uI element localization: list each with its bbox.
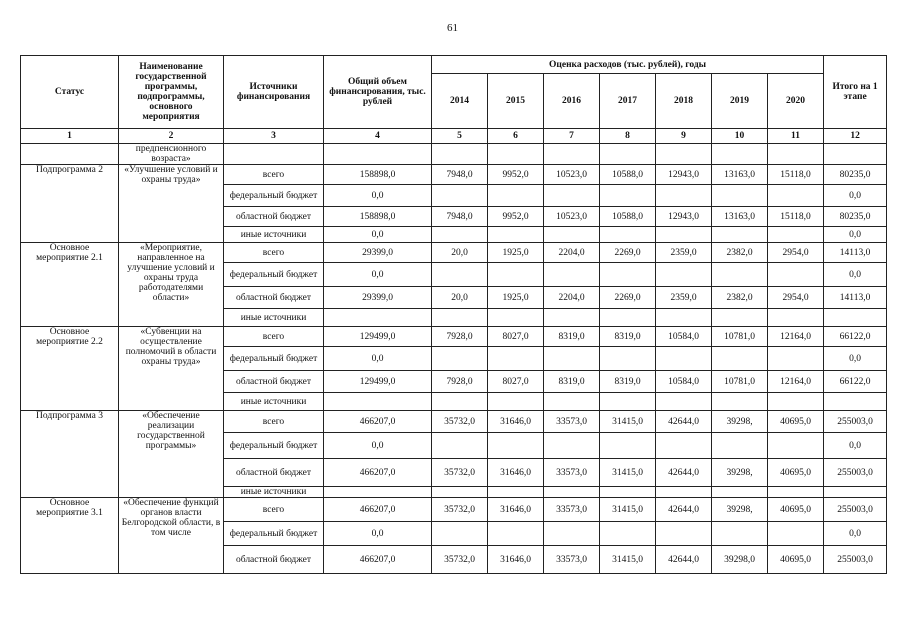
index-cell: 10	[712, 129, 768, 144]
index-cell: 7	[544, 129, 600, 144]
year-value-cell: 13163,0	[712, 207, 768, 227]
year-value-cell	[432, 347, 488, 371]
total-cell: 0,0	[324, 227, 432, 243]
year-value-cell	[712, 347, 768, 371]
year-value-cell: 20,0	[432, 243, 488, 263]
index-cell: 9	[656, 129, 712, 144]
source-cell: областной бюджет	[224, 546, 324, 574]
stage-total-cell: 14113,0	[824, 243, 887, 263]
year-value-cell	[600, 227, 656, 243]
stage-total-cell: 255003,0	[824, 411, 887, 433]
status-cell: Подпрограмма 2	[21, 165, 119, 243]
measure-name-cell: «Обеспечение реализации государственной программы»	[119, 411, 224, 498]
year-value-cell	[432, 263, 488, 287]
year-value-cell	[432, 487, 488, 498]
year-value-cell: 39298,0	[712, 546, 768, 574]
year-value-cell	[712, 309, 768, 327]
stage-total-cell: 255003,0	[824, 498, 887, 522]
year-value-cell: 15118,0	[768, 207, 824, 227]
total-cell	[324, 393, 432, 411]
stage-total-cell: 0,0	[824, 522, 887, 546]
stage-total-cell: 0,0	[824, 347, 887, 371]
year-value-cell: 12943,0	[656, 207, 712, 227]
year-value-cell: 1925,0	[488, 287, 544, 309]
stage-total-cell: 80235,0	[824, 165, 887, 185]
stage-total-cell: 14113,0	[824, 287, 887, 309]
year-value-cell: 8027,0	[488, 371, 544, 393]
year-value-cell	[488, 263, 544, 287]
year-value-cell: 42644,0	[656, 546, 712, 574]
year-value-cell	[544, 393, 600, 411]
year-value-cell: 12943,0	[656, 165, 712, 185]
source-cell: областной бюджет	[224, 371, 324, 393]
year-value-cell: 31646,0	[488, 546, 544, 574]
continuation-text: предпенсионного возраста»	[119, 144, 224, 165]
measure-name-cell: «Мероприятие, направленное на улучшение условий и охраны труда работодателями области»	[119, 243, 224, 327]
stage-total-cell	[824, 309, 887, 327]
page-number: 61	[447, 22, 458, 34]
index-cell: 1	[21, 129, 119, 144]
header-year: 2017	[600, 74, 656, 129]
year-value-cell: 8319,0	[600, 327, 656, 347]
header-status: Статус	[21, 56, 119, 129]
year-value-cell	[432, 227, 488, 243]
year-value-cell: 42644,0	[656, 498, 712, 522]
total-cell: 466207,0	[324, 498, 432, 522]
year-value-cell: 12164,0	[768, 371, 824, 393]
year-value-cell: 40695,0	[768, 459, 824, 487]
year-value-cell: 42644,0	[656, 459, 712, 487]
year-value-cell	[656, 347, 712, 371]
year-value-cell: 10588,0	[600, 207, 656, 227]
year-value-cell	[488, 522, 544, 546]
status-cell: Основное мероприятие 2.2	[21, 327, 119, 411]
year-value-cell	[488, 309, 544, 327]
year-value-cell: 35732,0	[432, 498, 488, 522]
year-value-cell: 33573,0	[544, 498, 600, 522]
source-cell: областной бюджет	[224, 287, 324, 309]
year-value-cell	[544, 227, 600, 243]
year-value-cell: 31415,0	[600, 411, 656, 433]
stage-total-cell: 255003,0	[824, 546, 887, 574]
year-value-cell	[712, 522, 768, 546]
status-cell: Основное мероприятие 3.1	[21, 498, 119, 574]
year-value-cell: 33573,0	[544, 411, 600, 433]
year-value-cell: 31415,0	[600, 498, 656, 522]
source-cell: федеральный бюджет	[224, 347, 324, 371]
year-value-cell	[656, 487, 712, 498]
status-cell: Основное мероприятие 2.1	[21, 243, 119, 327]
year-value-cell	[600, 263, 656, 287]
source-cell: всего	[224, 498, 324, 522]
total-cell: 0,0	[324, 347, 432, 371]
year-value-cell	[544, 433, 600, 459]
total-cell: 29399,0	[324, 287, 432, 309]
index-cell: 3	[224, 129, 324, 144]
index-cell: 2	[119, 129, 224, 144]
year-value-cell: 39298,	[712, 459, 768, 487]
year-value-cell: 39298,	[712, 498, 768, 522]
year-value-cell	[656, 185, 712, 207]
header-year: 2019	[712, 74, 768, 129]
year-value-cell	[544, 309, 600, 327]
year-value-cell: 33573,0	[544, 546, 600, 574]
year-value-cell	[712, 487, 768, 498]
header-year: 2014	[432, 74, 488, 129]
year-value-cell	[488, 487, 544, 498]
stage-total-cell: 0,0	[824, 263, 887, 287]
column-index-row	[21, 129, 887, 144]
header-year: 2015	[488, 74, 544, 129]
year-value-cell	[544, 487, 600, 498]
year-value-cell	[544, 263, 600, 287]
year-value-cell	[768, 487, 824, 498]
year-value-cell	[768, 393, 824, 411]
year-value-cell: 10781,0	[712, 327, 768, 347]
year-value-cell: 42644,0	[656, 411, 712, 433]
source-cell: иные источники	[224, 227, 324, 243]
total-cell	[324, 309, 432, 327]
year-value-cell	[768, 433, 824, 459]
index-cell: 8	[600, 129, 656, 144]
year-value-cell	[656, 433, 712, 459]
year-value-cell: 7948,0	[432, 207, 488, 227]
measure-name-cell: «Обеспечение функций органов власти Белгородской области, в том числе	[119, 498, 224, 574]
year-value-cell	[544, 347, 600, 371]
year-value-cell: 10584,0	[656, 371, 712, 393]
year-value-cell: 8319,0	[600, 371, 656, 393]
year-value-cell	[656, 522, 712, 546]
year-value-cell: 2954,0	[768, 243, 824, 263]
year-value-cell	[768, 309, 824, 327]
year-value-cell: 33573,0	[544, 459, 600, 487]
year-value-cell	[768, 347, 824, 371]
year-value-cell: 9952,0	[488, 207, 544, 227]
year-value-cell: 10523,0	[544, 207, 600, 227]
year-value-cell	[600, 433, 656, 459]
year-value-cell: 31415,0	[600, 459, 656, 487]
year-value-cell: 20,0	[432, 287, 488, 309]
year-value-cell	[656, 309, 712, 327]
index-cell: 11	[768, 129, 824, 144]
year-value-cell: 7948,0	[432, 165, 488, 185]
year-value-cell: 2204,0	[544, 287, 600, 309]
source-cell: всего	[224, 243, 324, 263]
year-value-cell: 40695,0	[768, 498, 824, 522]
year-value-cell	[712, 393, 768, 411]
year-value-cell	[656, 263, 712, 287]
table-row	[21, 498, 887, 522]
year-value-cell: 7928,0	[432, 371, 488, 393]
year-value-cell	[712, 227, 768, 243]
stage-total-cell	[824, 487, 887, 498]
year-value-cell	[656, 227, 712, 243]
index-cell: 6	[488, 129, 544, 144]
source-cell: федеральный бюджет	[224, 522, 324, 546]
year-value-cell: 2359,0	[656, 287, 712, 309]
table-row	[21, 165, 887, 185]
source-cell: всего	[224, 165, 324, 185]
year-value-cell: 8319,0	[544, 327, 600, 347]
year-value-cell: 10523,0	[544, 165, 600, 185]
year-value-cell	[712, 263, 768, 287]
year-value-cell	[544, 185, 600, 207]
total-cell: 466207,0	[324, 546, 432, 574]
header-name: Наименование государственной программы, подпрограммы, основного мероприятия	[119, 56, 224, 129]
index-cell: 12	[824, 129, 887, 144]
stage-total-cell: 80235,0	[824, 207, 887, 227]
year-value-cell	[488, 393, 544, 411]
year-value-cell: 8319,0	[544, 371, 600, 393]
year-value-cell	[712, 185, 768, 207]
status-cell: Подпрограмма 3	[21, 411, 119, 498]
stage-total-cell: 0,0	[824, 185, 887, 207]
source-cell: федеральный бюджет	[224, 433, 324, 459]
year-value-cell: 10588,0	[600, 165, 656, 185]
stage-total-cell: 66122,0	[824, 327, 887, 347]
total-cell: 0,0	[324, 263, 432, 287]
year-value-cell: 2382,0	[712, 243, 768, 263]
year-value-cell: 8027,0	[488, 327, 544, 347]
source-cell: федеральный бюджет	[224, 185, 324, 207]
year-value-cell: 31646,0	[488, 498, 544, 522]
year-value-cell: 39298,	[712, 411, 768, 433]
year-value-cell	[488, 185, 544, 207]
year-value-cell	[600, 309, 656, 327]
year-value-cell: 12164,0	[768, 327, 824, 347]
total-cell: 0,0	[324, 185, 432, 207]
continuation-row	[21, 144, 887, 165]
header-year: 2016	[544, 74, 600, 129]
year-value-cell	[768, 522, 824, 546]
stage-total-cell	[824, 393, 887, 411]
table-row	[21, 411, 887, 433]
index-cell: 5	[432, 129, 488, 144]
total-cell: 158898,0	[324, 207, 432, 227]
stage-total-cell: 0,0	[824, 433, 887, 459]
table-row	[21, 243, 887, 263]
year-value-cell	[432, 433, 488, 459]
year-value-cell: 1925,0	[488, 243, 544, 263]
source-cell: всего	[224, 327, 324, 347]
header-stage-total: Итого на 1 этапе	[824, 56, 887, 129]
table-row	[21, 327, 887, 347]
year-value-cell	[488, 347, 544, 371]
year-value-cell	[656, 393, 712, 411]
year-value-cell	[432, 393, 488, 411]
year-value-cell: 13163,0	[712, 165, 768, 185]
source-cell: областной бюджет	[224, 207, 324, 227]
source-cell: иные источники	[224, 309, 324, 327]
source-cell: федеральный бюджет	[224, 263, 324, 287]
measure-name-cell: «Улучшение условий и охраны труда»	[119, 165, 224, 243]
year-value-cell	[600, 185, 656, 207]
header-total: Общий объем финансирования, тыс. рублей	[324, 56, 432, 129]
total-cell: 29399,0	[324, 243, 432, 263]
year-value-cell: 10781,0	[712, 371, 768, 393]
year-value-cell	[432, 309, 488, 327]
source-cell: областной бюджет	[224, 459, 324, 487]
year-value-cell: 40695,0	[768, 546, 824, 574]
total-cell: 466207,0	[324, 411, 432, 433]
stage-total-cell: 0,0	[824, 227, 887, 243]
measure-name-cell: «Субвенции на осуществление полномочий в области охраны труда»	[119, 327, 224, 411]
year-value-cell: 40695,0	[768, 411, 824, 433]
year-value-cell	[600, 487, 656, 498]
year-value-cell	[432, 522, 488, 546]
source-cell: всего	[224, 411, 324, 433]
year-value-cell: 2269,0	[600, 287, 656, 309]
year-value-cell: 2382,0	[712, 287, 768, 309]
header-estimate: Оценка расходов (тыс. рублей), годы	[432, 56, 824, 74]
year-value-cell: 7928,0	[432, 327, 488, 347]
index-cell: 4	[324, 129, 432, 144]
year-value-cell: 31646,0	[488, 411, 544, 433]
year-value-cell: 35732,0	[432, 546, 488, 574]
year-value-cell: 35732,0	[432, 459, 488, 487]
total-cell: 0,0	[324, 522, 432, 546]
header-sources: Источники финансирования	[224, 56, 324, 129]
year-value-cell: 9952,0	[488, 165, 544, 185]
year-value-cell: 10584,0	[656, 327, 712, 347]
total-cell: 466207,0	[324, 459, 432, 487]
financing-table	[20, 55, 887, 574]
year-value-cell	[768, 227, 824, 243]
year-value-cell	[600, 393, 656, 411]
year-value-cell	[488, 433, 544, 459]
source-cell: иные источники	[224, 393, 324, 411]
total-cell	[324, 487, 432, 498]
year-value-cell: 2359,0	[656, 243, 712, 263]
year-value-cell: 31415,0	[600, 546, 656, 574]
year-value-cell	[600, 347, 656, 371]
year-value-cell: 15118,0	[768, 165, 824, 185]
year-value-cell	[768, 263, 824, 287]
total-cell: 0,0	[324, 433, 432, 459]
header-year: 2020	[768, 74, 824, 129]
header-year: 2018	[656, 74, 712, 129]
year-value-cell	[488, 227, 544, 243]
year-value-cell: 2954,0	[768, 287, 824, 309]
year-value-cell	[432, 185, 488, 207]
total-cell: 129499,0	[324, 327, 432, 347]
total-cell: 129499,0	[324, 371, 432, 393]
stage-total-cell: 255003,0	[824, 459, 887, 487]
year-value-cell	[600, 522, 656, 546]
year-value-cell	[712, 433, 768, 459]
total-cell: 158898,0	[324, 165, 432, 185]
stage-total-cell: 66122,0	[824, 371, 887, 393]
year-value-cell: 2204,0	[544, 243, 600, 263]
year-value-cell: 35732,0	[432, 411, 488, 433]
source-cell: иные источники	[224, 487, 324, 498]
year-value-cell: 2269,0	[600, 243, 656, 263]
year-value-cell	[544, 522, 600, 546]
year-value-cell	[768, 185, 824, 207]
year-value-cell: 31646,0	[488, 459, 544, 487]
